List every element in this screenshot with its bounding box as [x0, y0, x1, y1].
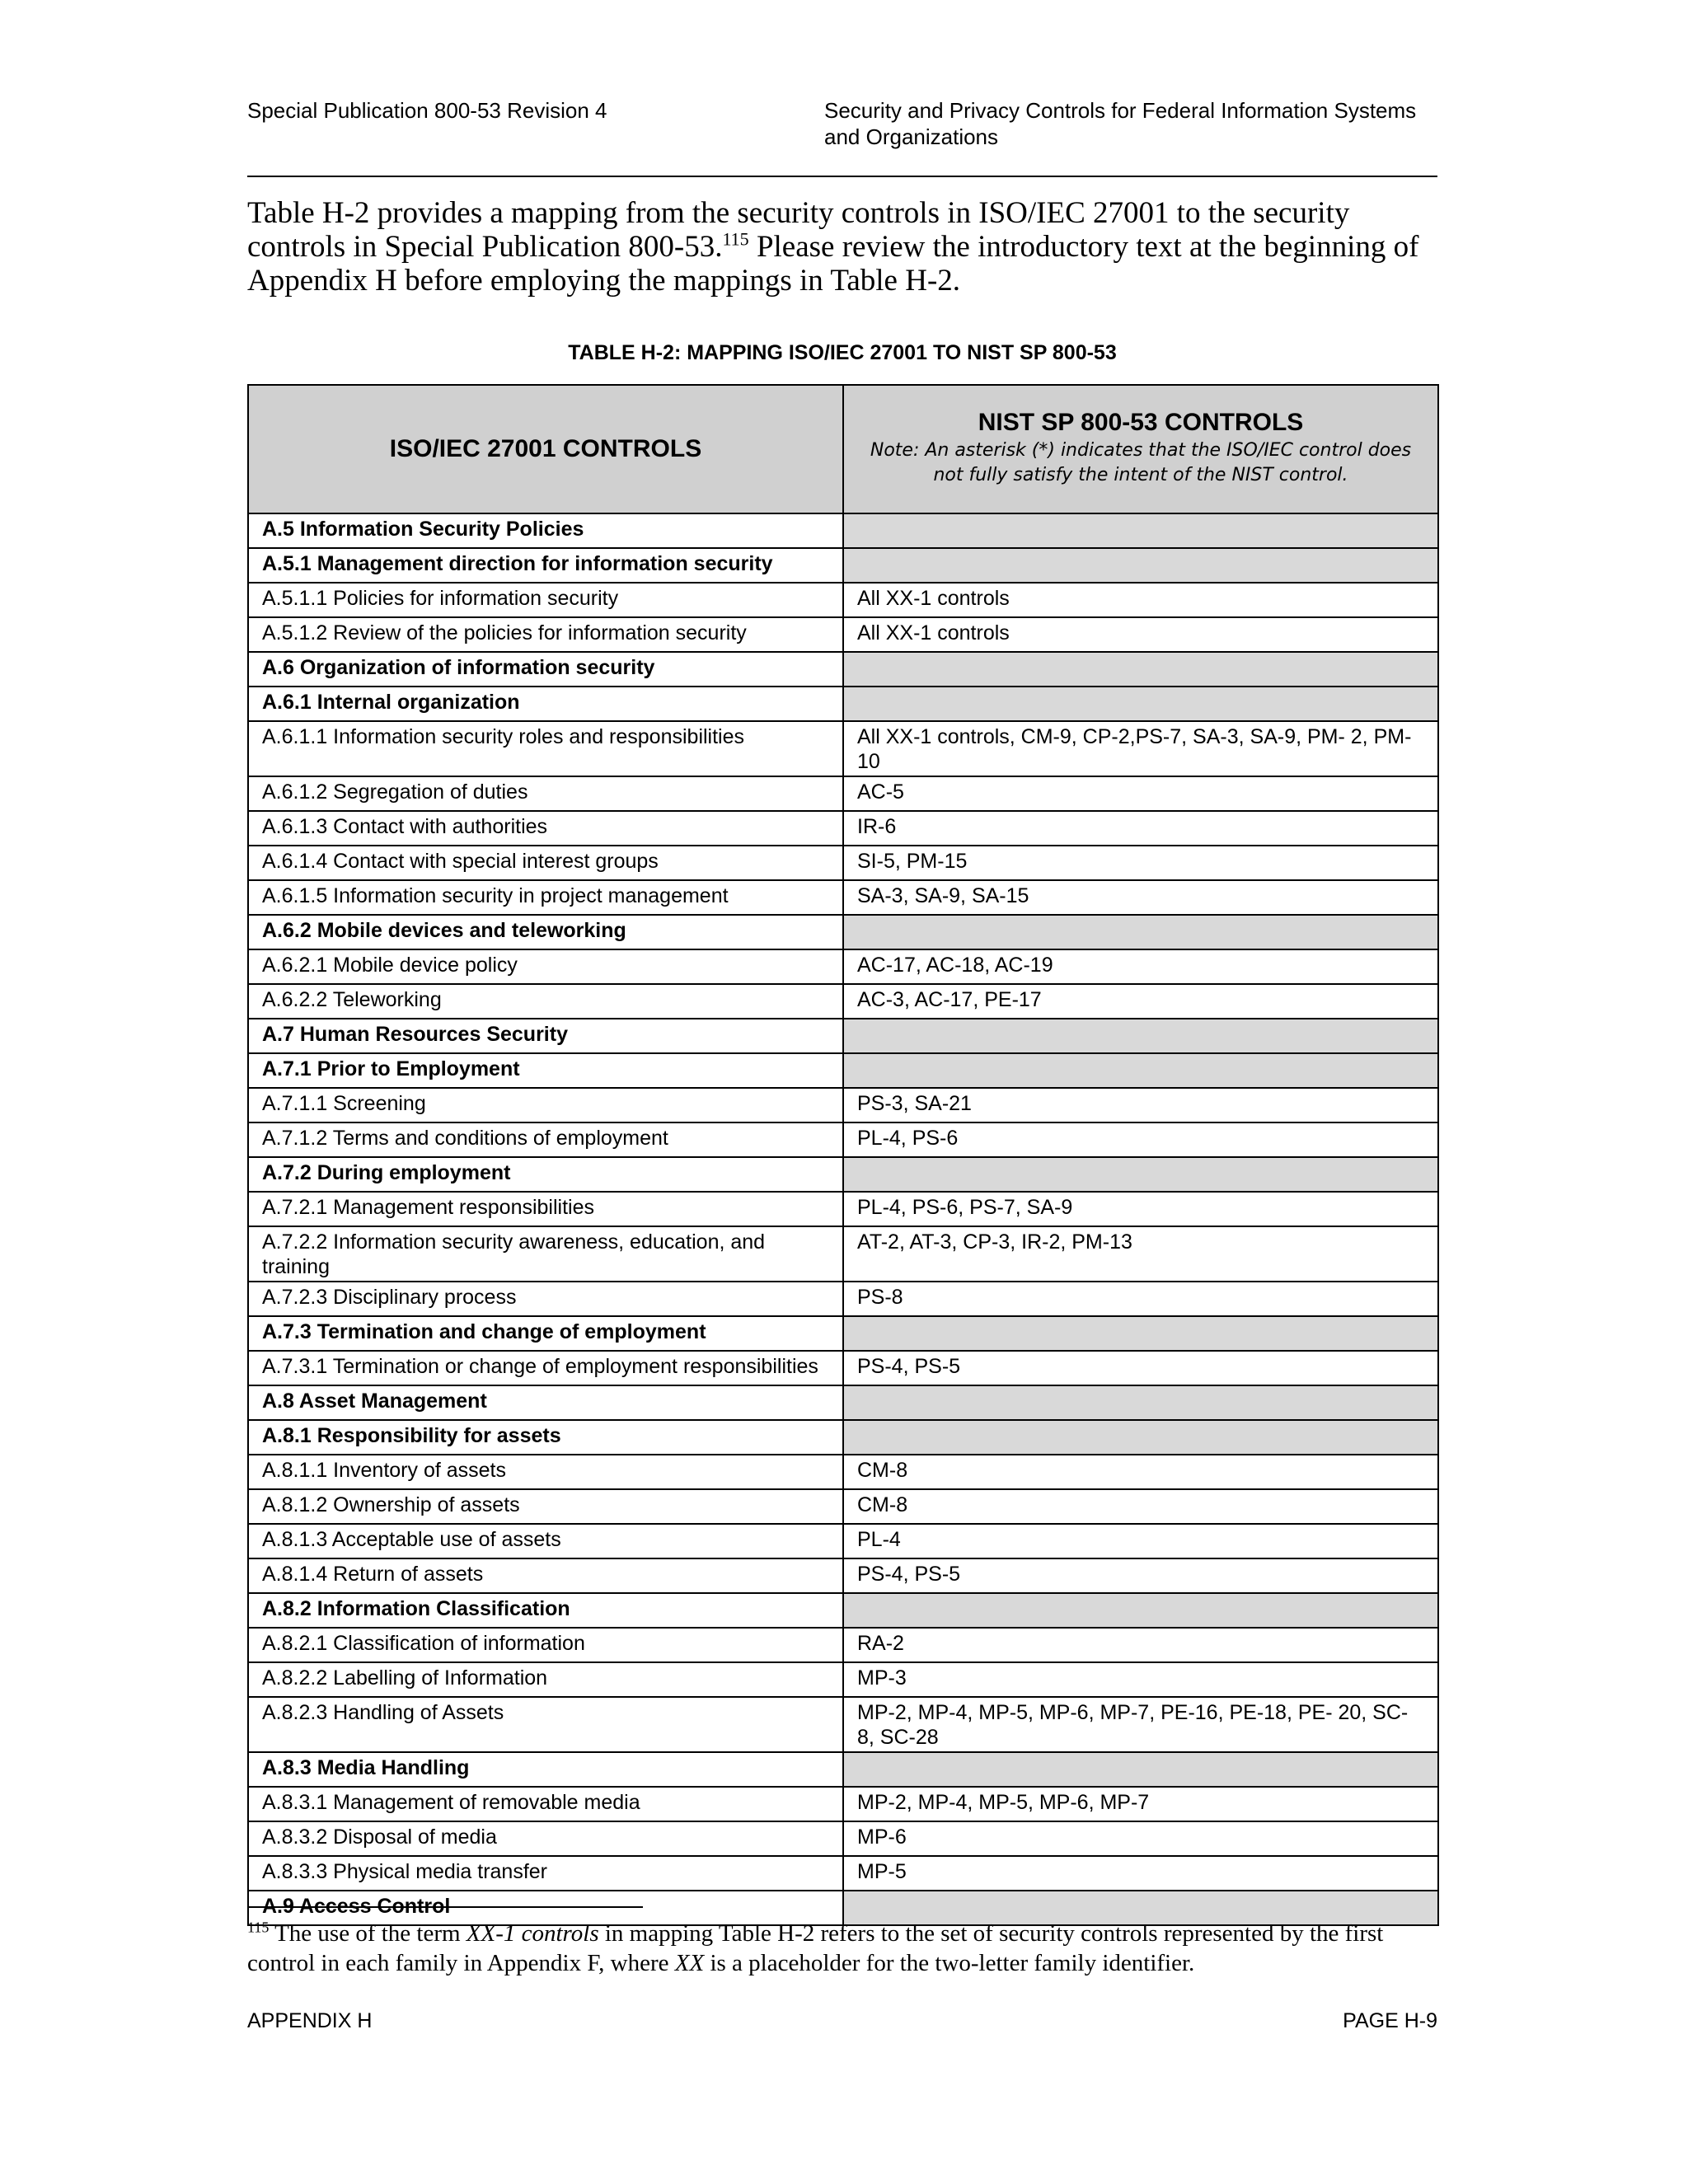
- iso-control-cell: A.7.2.1 Management responsibilities: [248, 1192, 843, 1226]
- table-row: [248, 1489, 1438, 1524]
- nist-header-label: NIST SP 800-53 CONTROLS: [978, 409, 1304, 436]
- nist-control-cell: AC-3, AC-17, PE-17: [843, 984, 1438, 1019]
- section-row: [248, 915, 1438, 949]
- iso-control-cell: A.6.1.5 Information security in project management: [248, 880, 843, 915]
- footnote-text-2: in mapping Table H-2 refers to the set of security controls represented by the first control in each family in Appendix F, where: [247, 1920, 1384, 1976]
- footnote-term-xx: XX: [674, 1950, 705, 1976]
- nist-control-cell: [843, 1157, 1438, 1192]
- nist-control-cell: SA-3, SA-9, SA-15: [843, 880, 1438, 915]
- nist-control-cell: [843, 1593, 1438, 1628]
- iso-control-cell: A.9 Access Control: [248, 1891, 843, 1925]
- table-row: [248, 1122, 1438, 1157]
- iso-control-cell: A.8.2 Information Classification: [248, 1593, 843, 1628]
- asterisk-note: Note: An asterisk (*) indicates that the ISO/IEC control does not fully satisfy the intent of the NIST control.: [870, 440, 1412, 485]
- table-header-row: [248, 385, 1438, 513]
- mapping-table: [247, 384, 1439, 1926]
- section-row: [248, 1385, 1438, 1420]
- iso-control-cell: A.8.1.4 Return of assets: [248, 1558, 843, 1593]
- iso-control-cell: A.8.3 Media Handling: [248, 1752, 843, 1787]
- nist-control-cell: [843, 1316, 1438, 1351]
- nist-control-cell: MP-2, MP-4, MP-5, MP-6, MP-7, PE-16, PE-18, PE- 20, SC-8, SC-28: [843, 1697, 1438, 1752]
- table-row: [248, 1455, 1438, 1489]
- table-row: [248, 1192, 1438, 1226]
- table-row: [248, 1524, 1438, 1558]
- nist-control-cell: [843, 1053, 1438, 1088]
- nist-control-cell: [843, 1019, 1438, 1053]
- table-row: [248, 617, 1438, 652]
- table-caption: TABLE H-2: MAPPING ISO/IEC 27001 TO NIST SP 800-53: [568, 341, 1117, 364]
- header-rule: [247, 176, 1437, 177]
- table-row: [248, 1282, 1438, 1316]
- table-row: [248, 1697, 1438, 1752]
- iso-control-cell: A.8.2.1 Classification of information: [248, 1628, 843, 1662]
- nist-control-cell: IR-6: [843, 811, 1438, 846]
- iso-control-cell: A.6.1.2 Segregation of duties: [248, 776, 843, 811]
- iso-control-cell: A.8.1.1 Inventory of assets: [248, 1455, 843, 1489]
- table-body: [248, 513, 1438, 1925]
- intro-text-before: Table H-2 provides a mapping from the security controls in ISO/IEC 27001 to the security controls in Special Publication 800-53.: [247, 196, 1350, 264]
- table-row: [248, 1821, 1438, 1856]
- iso-control-cell: A.7.1 Prior to Employment: [248, 1053, 843, 1088]
- footnote-number: 115: [247, 1919, 270, 1936]
- nist-control-cell: All XX-1 controls: [843, 583, 1438, 617]
- iso-control-cell: A.8.1.3 Acceptable use of assets: [248, 1524, 843, 1558]
- nist-control-cell: CM-8: [843, 1455, 1438, 1489]
- nist-control-cell: PS-3, SA-21: [843, 1088, 1438, 1122]
- iso-control-cell: A.8.2.2 Labelling of Information: [248, 1662, 843, 1697]
- table-row: [248, 721, 1438, 776]
- iso-control-cell: A.8.1 Responsibility for assets: [248, 1420, 843, 1455]
- iso-control-cell: A.7.3.1 Termination or change of employment responsibilities: [248, 1351, 843, 1385]
- intro-paragraph: [247, 196, 1442, 298]
- footnote-reference[interactable]: 115: [722, 228, 749, 250]
- nist-control-cell: AT-2, AT-3, CP-3, IR-2, PM-13: [843, 1226, 1438, 1282]
- nist-control-cell: [843, 915, 1438, 949]
- iso-control-cell: A.6.2 Mobile devices and teleworking: [248, 915, 843, 949]
- nist-control-cell: PL-4, PS-6, PS-7, SA-9: [843, 1192, 1438, 1226]
- iso-control-cell: A.7.1.1 Screening: [248, 1088, 843, 1122]
- nist-control-cell: PS-4, PS-5: [843, 1351, 1438, 1385]
- nist-control-cell: PS-8: [843, 1282, 1438, 1316]
- footnote-text-1: The use of the term: [269, 1920, 467, 1947]
- table-row: [248, 1226, 1438, 1282]
- table-row: [248, 776, 1438, 811]
- section-row: [248, 1053, 1438, 1088]
- iso-control-cell: A.6.1.1 Information security roles and responsibilities: [248, 721, 843, 776]
- iso-control-cell: A.5 Information Security Policies: [248, 513, 843, 548]
- table-row: [248, 1351, 1438, 1385]
- nist-control-cell: [843, 1420, 1438, 1455]
- nist-column-header: [843, 385, 1438, 513]
- nist-control-cell: [843, 652, 1438, 687]
- iso-control-cell: A.5.1.1 Policies for information security: [248, 583, 843, 617]
- intro-text-after: Please review the introductory text at the beginning of Appendix H before employing the mappings in Table H-2.: [247, 230, 1419, 298]
- iso-control-cell: A.7 Human Resources Security: [248, 1019, 843, 1053]
- iso-control-cell: A.8 Asset Management: [248, 1385, 843, 1420]
- nist-control-cell: [843, 1385, 1438, 1420]
- iso-control-cell: A.6.2.2 Teleworking: [248, 984, 843, 1019]
- section-row: [248, 1752, 1438, 1787]
- section-row: [248, 652, 1438, 687]
- nist-control-cell: RA-2: [843, 1628, 1438, 1662]
- nist-control-cell: All XX-1 controls: [843, 617, 1438, 652]
- iso-control-cell: A.5.1 Management direction for information security: [248, 548, 843, 583]
- nist-control-cell: AC-5: [843, 776, 1438, 811]
- iso-control-cell: A.6.1.4 Contact with special interest groups: [248, 846, 843, 880]
- iso-column-header: [248, 385, 843, 513]
- table-row: [248, 1787, 1438, 1821]
- running-header-right: Security and Privacy Controls for Federal Information Systems and Organizations: [824, 98, 1417, 149]
- iso-control-cell: A.8.3.1 Management of removable media: [248, 1787, 843, 1821]
- iso-control-cell: A.6.2.1 Mobile device policy: [248, 949, 843, 984]
- nist-control-cell: [843, 687, 1438, 721]
- footer-appendix: APPENDIX H: [247, 2009, 373, 2032]
- table-row: [248, 811, 1438, 846]
- table-row: [248, 846, 1438, 880]
- table-row: [248, 880, 1438, 915]
- iso-control-cell: A.8.3.3 Physical media transfer: [248, 1856, 843, 1891]
- table-row: [248, 1088, 1438, 1122]
- section-row: [248, 513, 1438, 548]
- section-row: [248, 1019, 1438, 1053]
- iso-control-cell: A.6.1 Internal organization: [248, 687, 843, 721]
- table-row: [248, 1662, 1438, 1697]
- nist-control-cell: CM-8: [843, 1489, 1438, 1524]
- table-row: [248, 583, 1438, 617]
- iso-control-cell: A.6.1.3 Contact with authorities: [248, 811, 843, 846]
- iso-control-cell: A.8.1.2 Ownership of assets: [248, 1489, 843, 1524]
- nist-control-cell: MP-2, MP-4, MP-5, MP-6, MP-7: [843, 1787, 1438, 1821]
- nist-control-cell: [843, 513, 1438, 548]
- iso-control-cell: A.7.1.2 Terms and conditions of employment: [248, 1122, 843, 1157]
- nist-control-cell: MP-3: [843, 1662, 1438, 1697]
- table-row: [248, 1558, 1438, 1593]
- footnote: [247, 1919, 1442, 1978]
- nist-control-cell: [843, 548, 1438, 583]
- nist-control-cell: AC-17, AC-18, AC-19: [843, 949, 1438, 984]
- section-row: [248, 1593, 1438, 1628]
- nist-control-cell: MP-6: [843, 1821, 1438, 1856]
- nist-control-cell: All XX-1 controls, CM-9, CP-2,PS-7, SA-3, SA-9, PM- 2, PM-10: [843, 721, 1438, 776]
- nist-control-cell: PL-4, PS-6: [843, 1122, 1438, 1157]
- iso-control-cell: A.7.3 Termination and change of employment: [248, 1316, 843, 1351]
- section-row: [248, 687, 1438, 721]
- nist-control-cell: PS-4, PS-5: [843, 1558, 1438, 1593]
- footer-page-number: PAGE H-9: [1343, 2009, 1437, 2032]
- footnote-rule: [247, 1906, 643, 1908]
- nist-control-cell: PL-4: [843, 1524, 1438, 1558]
- iso-control-cell: A.8.3.2 Disposal of media: [248, 1821, 843, 1856]
- nist-control-cell: SI-5, PM-15: [843, 846, 1438, 880]
- section-row: [248, 1420, 1438, 1455]
- footnote-text-3: is a placeholder for the two-letter family identifier.: [704, 1950, 1195, 1976]
- section-row: [248, 548, 1438, 583]
- table-row: [248, 984, 1438, 1019]
- iso-header-label: ISO/IEC 27001 CONTROLS: [389, 435, 702, 462]
- table-row: [248, 1628, 1438, 1662]
- table-row: [248, 949, 1438, 984]
- iso-control-cell: A.8.2.3 Handling of Assets: [248, 1697, 843, 1752]
- iso-control-cell: A.5.1.2 Review of the policies for information security: [248, 617, 843, 652]
- section-row: [248, 1316, 1438, 1351]
- iso-control-cell: A.7.2.3 Disciplinary process: [248, 1282, 843, 1316]
- section-row: [248, 1157, 1438, 1192]
- footnote-term-xx1: XX-1 controls: [466, 1920, 599, 1947]
- iso-control-cell: A.7.2 During employment: [248, 1157, 843, 1192]
- running-header-left: Special Publication 800-53 Revision 4: [247, 98, 607, 123]
- iso-control-cell: A.7.2.2 Information security awareness, education, and training: [248, 1226, 843, 1282]
- nist-control-cell: MP-5: [843, 1856, 1438, 1891]
- table-row: [248, 1856, 1438, 1891]
- iso-control-cell: A.6 Organization of information security: [248, 652, 843, 687]
- nist-control-cell: [843, 1752, 1438, 1787]
